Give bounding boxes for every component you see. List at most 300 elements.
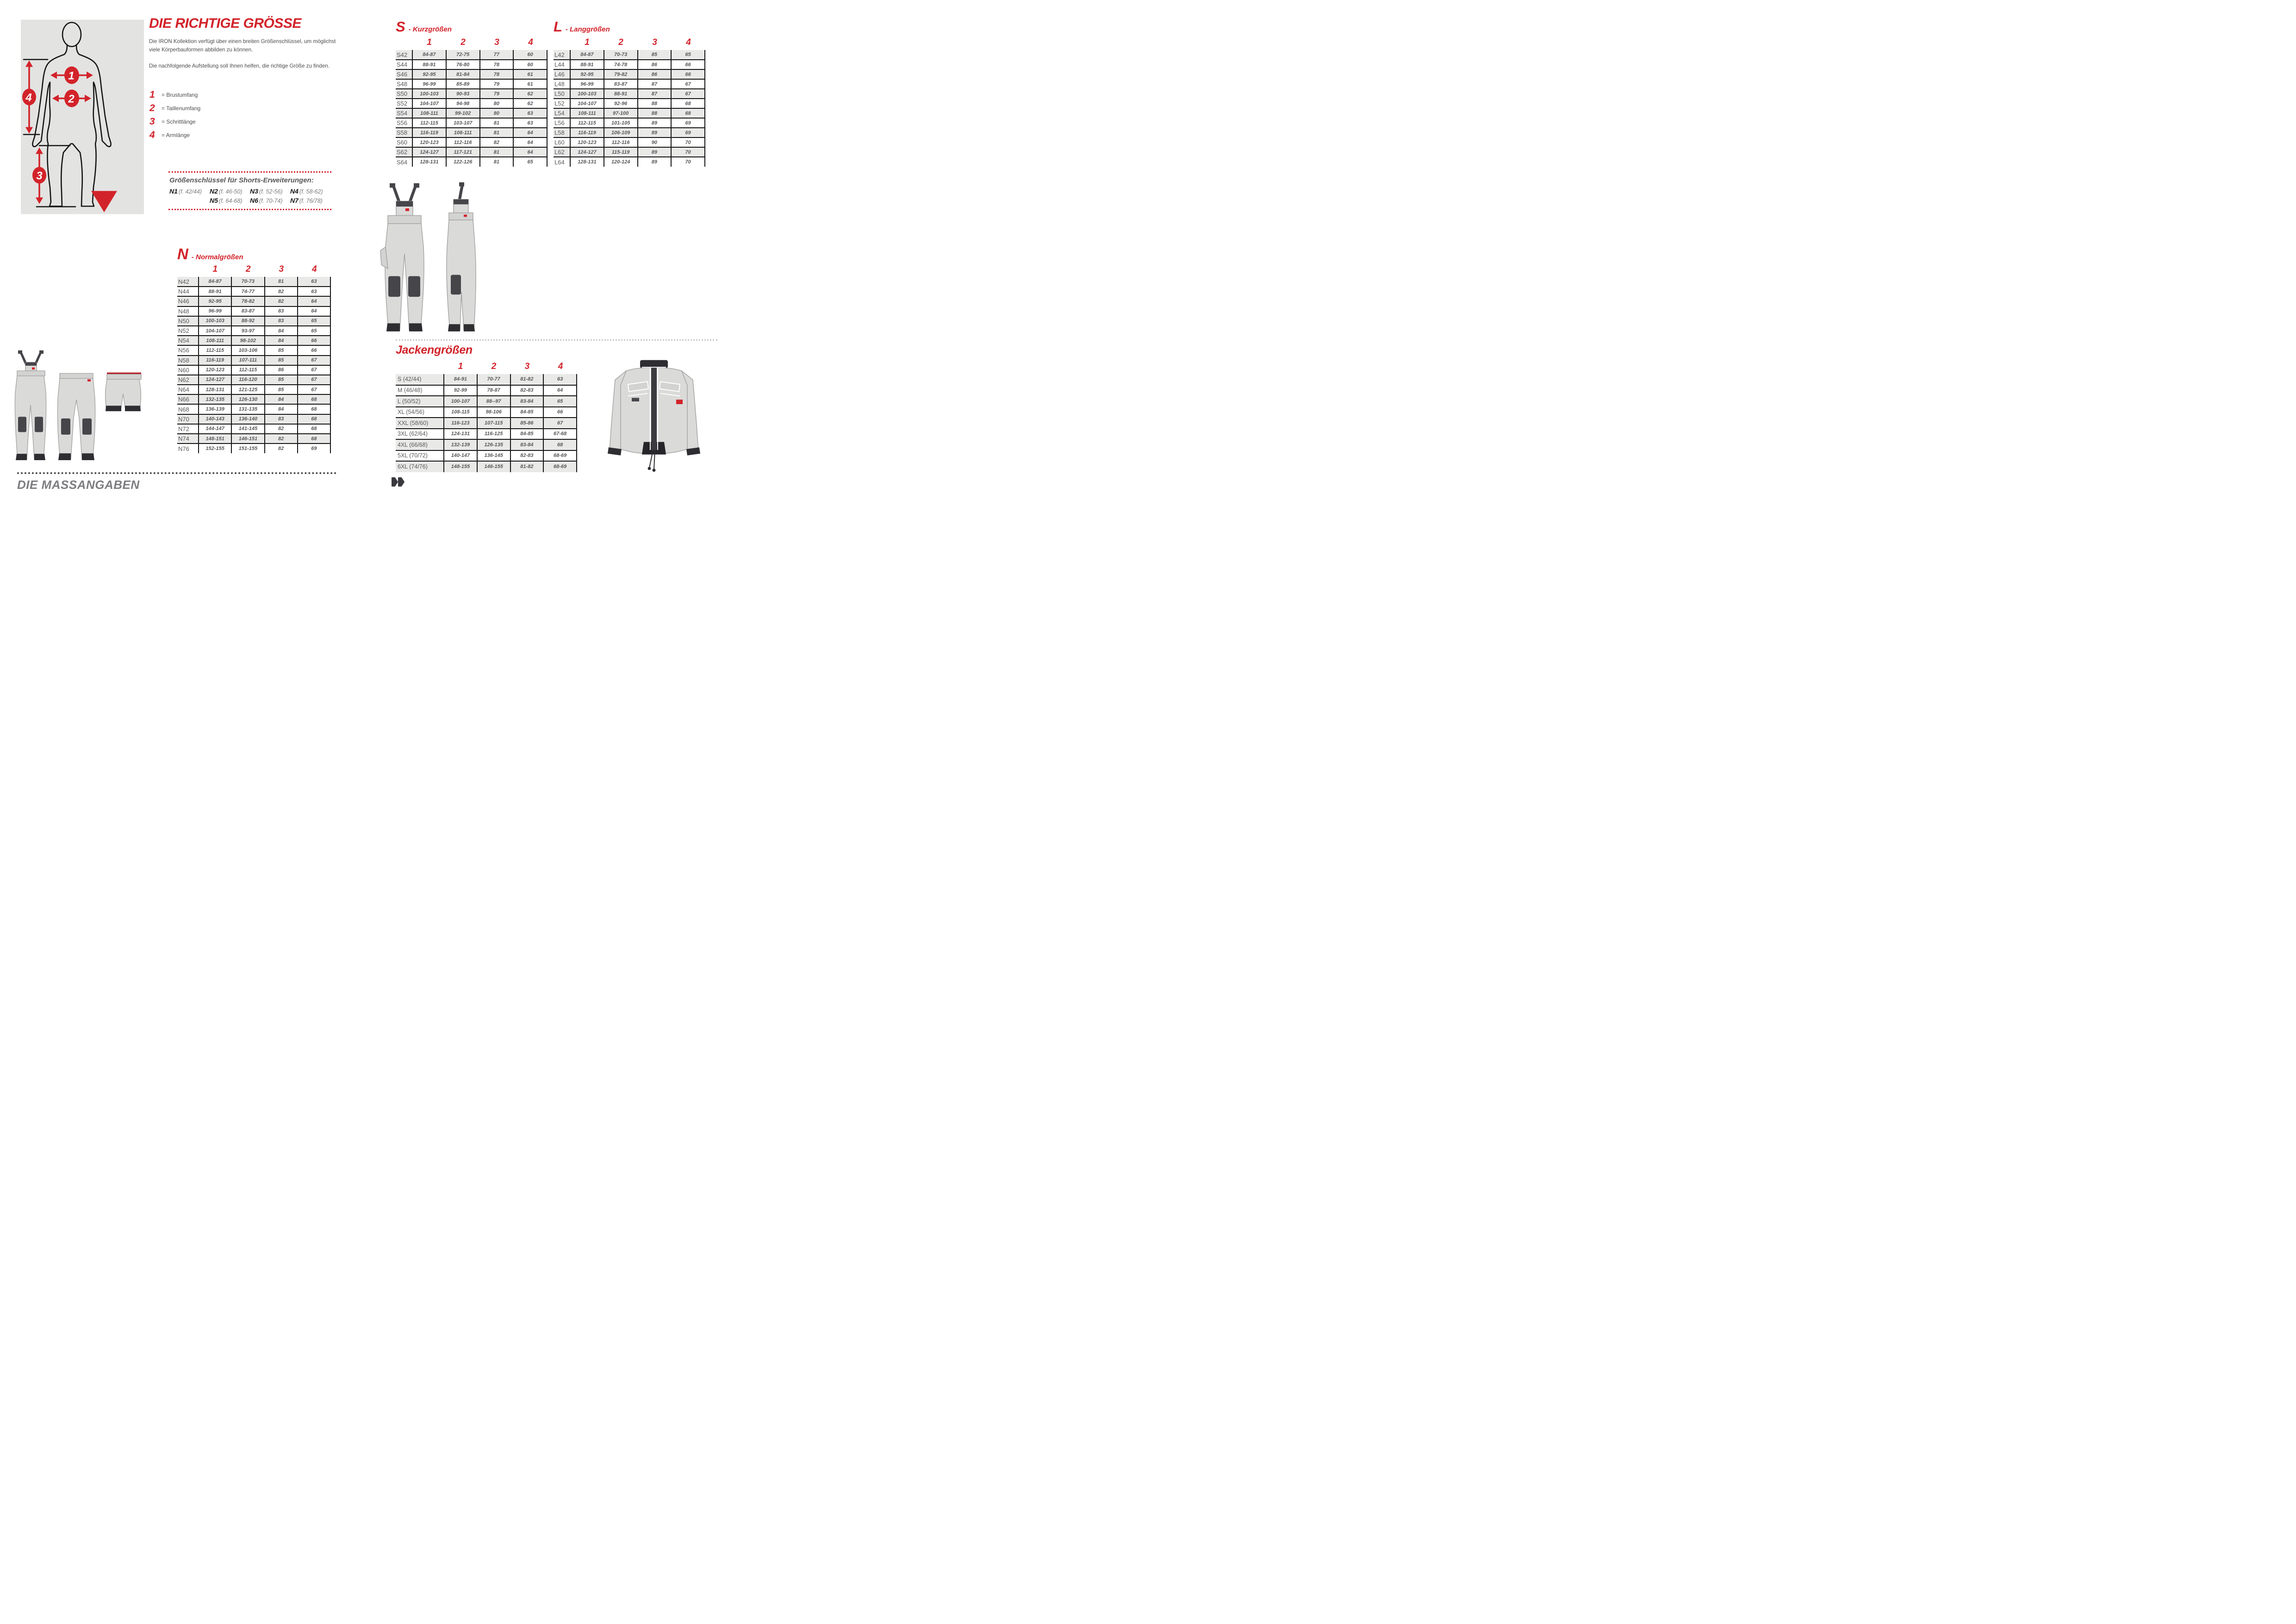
measure-cell: 81-82 [510, 374, 544, 385]
bib-overall-illustrations [376, 180, 492, 344]
measure-legend [149, 88, 200, 142]
measure-cell: 79-82 [604, 69, 638, 79]
size-label-cell: N72 [177, 424, 199, 434]
shorts-size-key-box [168, 171, 331, 210]
double-chevron-right-icon [391, 477, 405, 487]
measure-cell: 141-145 [231, 424, 264, 434]
legend-item [149, 101, 200, 115]
measure-cell: 84 [265, 394, 298, 404]
measure-cell: 116-120 [231, 375, 264, 385]
size-label-cell: N52 [177, 326, 199, 336]
measure-cell: 100-103 [199, 316, 231, 326]
measure-cell: 83 [265, 316, 298, 326]
measure-cell: 85-86 [510, 418, 544, 429]
size-row [396, 108, 547, 118]
legend-number: 4 [149, 129, 155, 140]
measure-cell: 131-135 [231, 404, 264, 414]
measure-cell: 100-103 [412, 89, 446, 99]
legend-label: = Brustumfang [162, 91, 198, 98]
measure-cell: 92-95 [199, 296, 231, 306]
measure-cell: 108-111 [199, 336, 231, 345]
size-row [177, 306, 330, 316]
measure-cell: 104-107 [412, 99, 446, 108]
measure-cell: 81-82 [510, 461, 544, 472]
measure-cell: 96-99 [199, 306, 231, 316]
measure-cell: 68 [298, 424, 330, 434]
section-name: - Normalgrößen [191, 253, 243, 261]
measure-cell: 108-111 [570, 108, 604, 118]
col-header-4: 4 [311, 264, 317, 274]
shorts-key-title: Größenschlüssel für Shorts-Erweiterungen: [169, 176, 314, 184]
size-row [396, 118, 547, 128]
size-label-cell: N68 [177, 404, 199, 414]
size-label-cell: S (42/44) [396, 374, 444, 385]
shorts-code: N6 [250, 197, 258, 204]
measure-cell: 84 [265, 326, 298, 336]
jacket-size-table [396, 374, 577, 472]
measure-cell: 66 [298, 336, 330, 345]
measure-cell: 85 [265, 385, 298, 394]
size-label-cell: L (50/52) [396, 396, 444, 407]
size-label-cell: L46 [554, 69, 570, 79]
col-header-4: 4 [686, 37, 691, 47]
measure-cell: 68 [298, 394, 330, 404]
size-label-cell: S58 [396, 128, 412, 137]
measure-cell: 146-151 [231, 434, 264, 443]
size-label-cell: N66 [177, 394, 199, 404]
measure-cell: 99-102 [446, 108, 480, 118]
measure-cell: 66 [671, 60, 705, 69]
shorts-key-entry [210, 197, 250, 204]
measure-cell: 86 [265, 365, 298, 375]
size-label-cell: L56 [554, 118, 570, 128]
column-headers [554, 37, 705, 48]
size-row [396, 60, 547, 69]
size-row [396, 79, 547, 89]
size-label-cell: N44 [177, 287, 199, 296]
measure-cell: 69 [671, 118, 705, 128]
measure-cell: 84-87 [199, 277, 231, 287]
measure-cell: 88 [638, 108, 672, 118]
measure-cell: 82 [265, 434, 298, 443]
size-row [396, 396, 577, 407]
col-header-1: 1 [212, 264, 218, 274]
measure-cell: 82 [265, 296, 298, 306]
section-heading [396, 19, 548, 34]
size-label-cell: S54 [396, 108, 412, 118]
measure-cell: 112-115 [199, 345, 231, 355]
measure-cell: 96-99 [570, 79, 604, 89]
intro-paragraph-2: Die nachfolgende Aufstellung soll Ihnen helfen, die richtige Größe zu finden. [149, 62, 330, 69]
size-row [396, 429, 577, 440]
measure-cell: 70-77 [477, 374, 510, 385]
size-label-cell: 6XL (74/76) [396, 461, 444, 472]
jacket-sizes-title: Jackengrößen [396, 344, 473, 356]
size-row [554, 157, 705, 167]
size-row [177, 296, 330, 306]
measure-cell: 65 [513, 157, 547, 167]
shorts-code: N1 [169, 187, 178, 195]
measure-cell: 116-119 [570, 128, 604, 137]
measure-cell: 82 [480, 137, 514, 147]
measure-cell: 66 [543, 407, 577, 418]
dotted-separator-dark [17, 472, 336, 474]
size-label-cell: S48 [396, 79, 412, 89]
size-label-cell: XL (54/56) [396, 407, 444, 418]
size-row [177, 326, 330, 336]
measure-cell: 84 [265, 404, 298, 414]
measure-cell: 116-119 [412, 128, 446, 137]
measure-cell: 64 [513, 147, 547, 157]
measure-cell: 64 [513, 128, 547, 137]
measure-cell: 122-126 [446, 157, 480, 167]
size-label-cell: N54 [177, 336, 199, 345]
measure-cell: 121-125 [231, 385, 264, 394]
size-table-s [396, 50, 548, 167]
measure-cell: 98-106 [477, 407, 510, 418]
measure-cell: 124-127 [570, 147, 604, 157]
measure-cell: 96-99 [412, 79, 446, 89]
measure-cell: 128-131 [412, 157, 446, 167]
diagram-marker-3: 3 [36, 169, 43, 182]
measure-cell: 103-107 [446, 118, 480, 128]
col-header-1: 1 [585, 37, 590, 47]
measure-cell: 78 [480, 69, 514, 79]
size-label-cell: N60 [177, 365, 199, 375]
size-label-cell: L44 [554, 60, 570, 69]
measure-cell: 67-68 [543, 429, 577, 440]
measure-cell: 116-123 [444, 418, 477, 429]
measure-cell: 86 [638, 60, 672, 69]
legend-label: = Armlänge [162, 131, 190, 138]
measure-cell: 61 [513, 69, 547, 79]
measure-cell: 67 [671, 89, 705, 99]
measure-cell: 68-69 [543, 450, 577, 462]
shorts-range: (f. 58-62) [299, 188, 323, 195]
size-label-cell: N56 [177, 345, 199, 355]
measure-cell: 64 [298, 296, 330, 306]
measure-cell: 144-147 [199, 424, 231, 434]
measure-cell: 68 [298, 404, 330, 414]
legend-item [149, 88, 200, 101]
size-label-cell: L54 [554, 108, 570, 118]
size-label-cell: S50 [396, 89, 412, 99]
measure-cell: 87 [638, 79, 672, 89]
size-label-cell: L50 [554, 89, 570, 99]
size-row [396, 50, 547, 60]
measure-cell: 85 [265, 356, 298, 365]
size-label-cell: 4XL (66/68) [396, 439, 444, 450]
measure-cell: 97-100 [604, 108, 638, 118]
measure-cell: 92-96 [604, 99, 638, 108]
size-row [396, 461, 577, 472]
size-row [554, 60, 705, 69]
shorts-code: N2 [210, 187, 218, 195]
measure-cell: 152-155 [199, 443, 231, 453]
measure-cell: 101-105 [604, 118, 638, 128]
diagram-marker-1: 1 [68, 69, 75, 82]
size-label-cell: S64 [396, 157, 412, 167]
col-header-2: 2 [460, 37, 466, 47]
size-row [396, 99, 547, 108]
measure-cell: 94-98 [446, 99, 480, 108]
measure-cell: 116-125 [477, 429, 510, 440]
size-label-cell: S44 [396, 60, 412, 69]
size-row [177, 316, 330, 326]
measure-cell: 64 [543, 385, 577, 396]
measure-cell: 67 [543, 418, 577, 429]
measure-cell: 108-111 [412, 108, 446, 118]
measure-cell: 100-107 [444, 396, 477, 407]
measure-cell: 66 [671, 69, 705, 79]
size-row [396, 385, 577, 396]
shorts-range: (f. 52-56) [259, 188, 283, 195]
size-row [396, 137, 547, 147]
measure-cell: 128-131 [199, 385, 231, 394]
measure-cell: 81 [480, 128, 514, 137]
measure-cell: 68-69 [543, 461, 577, 472]
size-label-cell: S52 [396, 99, 412, 108]
legend-number: 2 [149, 102, 155, 113]
size-label-cell: N46 [177, 296, 199, 306]
measure-cell: 98-102 [231, 336, 264, 345]
body-measurement-diagram [21, 19, 144, 214]
measure-cell: 88-91 [199, 287, 231, 296]
measure-cell: 65 [298, 316, 330, 326]
measure-cell: 79 [480, 79, 514, 89]
measure-cell: 88 [638, 99, 672, 108]
measure-cell: 63 [298, 277, 330, 287]
measure-cell: 132-135 [199, 394, 231, 404]
measure-cell: 70 [671, 147, 705, 157]
shorts-code: N5 [210, 197, 218, 204]
size-table-l [554, 50, 705, 167]
size-row [177, 443, 330, 453]
size-label-cell: N76 [177, 443, 199, 453]
size-row [177, 404, 330, 414]
section-langgroessen [554, 19, 705, 167]
measure-cell: 88-91 [412, 60, 446, 69]
measure-cell: 103-106 [231, 345, 264, 355]
section-letter: S [396, 19, 405, 35]
body-figure-illustration [21, 19, 144, 214]
col-header-4: 4 [528, 37, 533, 47]
measure-cell: 120-123 [199, 365, 231, 375]
size-row [396, 128, 547, 137]
measure-cell: 108-115 [444, 407, 477, 418]
measure-cell: 120-123 [412, 137, 446, 147]
size-label-cell: L60 [554, 137, 570, 147]
size-label-cell: N74 [177, 434, 199, 443]
page-header [149, 16, 343, 70]
size-row [177, 356, 330, 365]
measure-cell: 84-87 [570, 50, 604, 60]
measure-cell: 112-116 [446, 137, 480, 147]
measure-cell: 88-91 [570, 60, 604, 69]
measure-cell: 78-87 [477, 385, 510, 396]
shorts-code: N3 [250, 187, 258, 195]
measure-cell: 63 [513, 118, 547, 128]
measure-cell: 124-127 [199, 375, 231, 385]
shorts-range: (f. 64-68) [218, 198, 243, 204]
shorts-key-entry [290, 197, 330, 204]
measure-cell: 146-155 [477, 461, 510, 472]
column-headers [396, 37, 548, 48]
size-label-cell: N48 [177, 306, 199, 316]
jacket-illustration [599, 356, 708, 482]
col-header-3: 3 [279, 264, 284, 274]
catalog-size-guide-page [0, 0, 717, 507]
shorts-key-entry [290, 187, 330, 195]
shorts-key-grid [169, 187, 330, 204]
col-header-3: 3 [524, 362, 530, 371]
measure-cell: 60 [513, 60, 547, 69]
measure-cell: 70 [671, 157, 705, 167]
measure-cell: 83-84 [510, 439, 544, 450]
measure-cell: 85 [638, 50, 672, 60]
measure-cell: 61 [513, 79, 547, 89]
intro-paragraph-1: Die IRON Kollektion verfügt über einen breiten Größenschlüssel, um möglichst viele Körperbauformen abbilden zu können. [149, 38, 336, 53]
measure-cell: 148-151 [199, 434, 231, 443]
legend-number: 1 [149, 89, 155, 100]
measure-cell: 67 [671, 79, 705, 89]
measure-cell: 124-127 [412, 147, 446, 157]
measure-cell: 104-107 [199, 326, 231, 336]
measure-cell: 126-130 [231, 394, 264, 404]
measure-cell: 65 [543, 396, 577, 407]
measure-cell: 93-97 [231, 326, 264, 336]
measure-cell: 108-111 [446, 128, 480, 137]
measure-cell: 120-123 [570, 137, 604, 147]
measure-cell: 86 [638, 69, 672, 79]
size-row [396, 418, 577, 429]
measure-cell: 64 [298, 306, 330, 316]
measure-cell: 81 [265, 277, 298, 287]
measure-cell: 60 [513, 50, 547, 60]
col-header-2: 2 [618, 37, 623, 47]
legend-item [149, 128, 200, 142]
measure-cell: 116-119 [199, 356, 231, 365]
size-row [396, 147, 547, 157]
size-row [554, 108, 705, 118]
section-normalgroessen [177, 246, 331, 453]
measure-cell: 84-91 [444, 374, 477, 385]
shorts-range: (f. 76/78) [299, 198, 323, 204]
section-letter: L [554, 19, 562, 35]
size-row [554, 118, 705, 128]
size-label-cell: S62 [396, 147, 412, 157]
measure-cell: 140-143 [199, 414, 231, 424]
size-row [396, 89, 547, 99]
measure-cell: 85 [265, 345, 298, 355]
measure-cell: 85-89 [446, 79, 480, 89]
size-row [396, 157, 547, 167]
measure-cell: 124-131 [444, 429, 477, 440]
measure-cell: 62 [513, 99, 547, 108]
shorts-key-entry [250, 197, 290, 204]
dotted-separator-light [396, 339, 717, 341]
column-headers [177, 264, 331, 275]
size-label-cell: N50 [177, 316, 199, 326]
measure-cell: 151-155 [231, 443, 264, 453]
measure-cell: 70-73 [231, 277, 264, 287]
measure-cell: 65 [298, 326, 330, 336]
measure-cell: 84-87 [412, 50, 446, 60]
measure-cell: 66 [298, 345, 330, 355]
measure-cell: 64 [513, 137, 547, 147]
measure-cell: 80 [480, 108, 514, 118]
measure-cell: 72-75 [446, 50, 480, 60]
measure-cell: 80 [480, 99, 514, 108]
shorts-range: (f. 70-74) [259, 198, 283, 204]
size-row [396, 450, 577, 462]
size-row [554, 69, 705, 79]
measure-cell: 112-115 [570, 118, 604, 128]
size-label-cell: 3XL (62/64) [396, 429, 444, 440]
measure-cell: 69 [671, 128, 705, 137]
measure-cell: 107-115 [477, 418, 510, 429]
measure-cell: 67 [298, 375, 330, 385]
measure-cell: 132-139 [444, 439, 477, 450]
measure-cell: 136-145 [477, 450, 510, 462]
measure-cell: 89 [638, 147, 672, 157]
footer-title: DIE MASSANGABEN [17, 478, 140, 492]
measure-cell: 92-95 [412, 69, 446, 79]
size-row [177, 414, 330, 424]
size-row [554, 128, 705, 137]
measure-cell: 74-77 [231, 287, 264, 296]
garment-trio-illustration [12, 350, 150, 471]
size-label-cell: L52 [554, 99, 570, 108]
measure-cell: 77 [480, 50, 514, 60]
measure-cell: 70-73 [604, 50, 638, 60]
size-label-cell: N42 [177, 277, 199, 287]
size-row [554, 99, 705, 108]
section-kurzgroessen [396, 19, 548, 167]
size-row [177, 375, 330, 385]
size-label-cell: M (46/48) [396, 385, 444, 396]
section-letter: N [177, 245, 188, 262]
measure-cell: 82 [265, 424, 298, 434]
measure-cell: 67 [298, 385, 330, 394]
measure-cell: 78-82 [231, 296, 264, 306]
measure-cell: 70 [671, 137, 705, 147]
size-row [554, 79, 705, 89]
legend-label: = Schrittlänge [162, 118, 196, 125]
column-headers [396, 362, 577, 372]
measure-cell: 82-83 [510, 450, 544, 462]
measure-cell: 83-87 [604, 79, 638, 89]
measure-cell: 83 [265, 414, 298, 424]
measure-cell: 68 [298, 434, 330, 443]
measure-cell: 120-124 [604, 157, 638, 167]
col-header-2: 2 [491, 362, 497, 371]
measure-cell: 74-78 [604, 60, 638, 69]
section-heading [177, 246, 331, 262]
measure-cell: 82 [265, 287, 298, 296]
measure-cell: 81 [480, 147, 514, 157]
size-row [177, 277, 330, 287]
measure-cell: 83-84 [510, 396, 544, 407]
measure-cell: 92-99 [444, 385, 477, 396]
size-label-cell: N58 [177, 356, 199, 365]
col-header-3: 3 [652, 37, 657, 47]
measure-cell: 87 [638, 89, 672, 99]
measure-cell: 89 [638, 128, 672, 137]
measure-cell: 81-84 [446, 69, 480, 79]
size-row [554, 147, 705, 157]
section-heading [554, 19, 705, 34]
